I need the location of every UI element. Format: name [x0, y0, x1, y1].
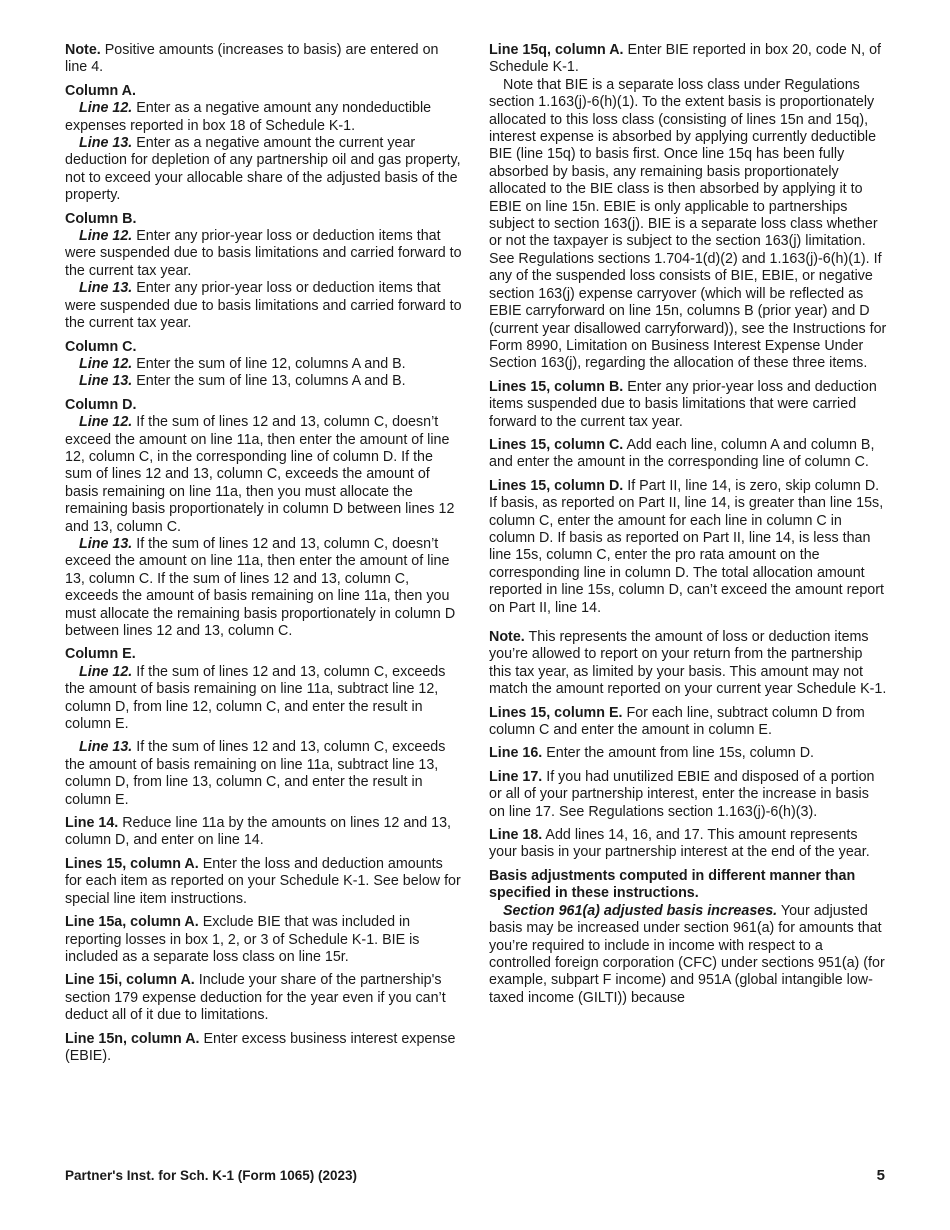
- lines15-column-e-paragraph: Lines 15, column E. For each line, subtract column D from column C and enter the amount in column E.: [489, 704, 865, 739]
- column-a-line13: Line 13. Enter as a negative amount the current year deduction for depletion of any partnership oil and gas property, not to exceed your allocable share of the adjusted basis of the property.: [65, 135, 461, 204]
- lines15-column-c-paragraph: Lines 15, column C. Add each line, column A and column B, and enter the amount in the corresponding line of column C.: [489, 436, 875, 471]
- right-column: [489, 42, 887, 1007]
- bie-note-paragraph: Note that BIE is a separate loss class under Regulations section 1.163(j)-6(h)(1). To the extent basis is proportionately allocated to this loss class (consisting of lines 15n and 15q), interest expense is absorbed by applying currently deductible BIE (line 15q) to basis first. Once line 15q has been fully absorbed by basis, any remaining basis proportionately allocated to the BIE class is then absorbed by applying it to EBIE on line 15n. EBIE is only applicable to partnerships subject to section 163(j). BIE is a separate loss class whether or not the taxpayer is subject to the section 163(j) limitation. See Regulations sections 1.704-1(d)(2) and 1.163(j)-6(h)(1). If any of the suspended loss consists of BIE, EBIE, or negative section 163(j) expense carryover (which will be reflected as EBIE carryforward on line 15n, columns B (prior year) and D (current year disallowed carryforward)), see the Instructions for Form 8990, Limitation on Business Interest Expense Under Section 163(j), regarding the allocation of these three items.: [489, 76, 887, 372]
- basis-adjustments-heading: Basis adjustments computed in different manner than specified in these instructions.: [489, 867, 856, 902]
- note-allowed-loss-paragraph: Note. This represents the amount of loss or deduction items you’re allowed to report on your return from the partnership this tax year, as limited by your basis. This amount may not match the amount reported on your current year Schedule K-1.: [489, 629, 887, 698]
- line15q-paragraph: Line 15q, column A. Enter BIE reported in box 20, code N, of Schedule K-1.: [489, 42, 882, 76]
- line14-paragraph: Line 14. Reduce line 11a by the amounts on lines 12 and 13, column D, and enter on line 14.: [65, 815, 452, 849]
- section-961a-paragraph: Section 961(a) adjusted basis increases. Your adjusted basis may be increased under section 961(a) for amounts that you’re required to include in income with respect to a controlled foreign corporation (CFC) under sections 951(a) (for example, subpart F income) and 951A (global intangible low-taxed income (GILTI)) because: [489, 902, 885, 1006]
- column-d-line12: Line 12. If the sum of lines 12 and 13, column C, doesn’t exceed the amount on line 11a, then enter the amount of line 12, column C, in the corresponding line of column D. If the sum of lines 12 and 13, column C, exceeds the amount of basis remaining on line 11a, then you must allocate the remaining basis proportionately in column D between lines 12 and 13, column C.: [65, 414, 455, 535]
- column-d-line13: Line 13. If the sum of lines 12 and 13, column C, doesn’t exceed the amount on line 11a, then enter the amount of line 13, column C. If the sum of lines 12 and 13, column C, exceeds the amount of basis remaining on line 11a, then you must allocate the remaining basis proportionately in column D between lines 12 and 13, column C.: [65, 535, 456, 639]
- line15n-paragraph: Line 15n, column A. Enter excess business interest expense (EBIE).: [65, 1030, 456, 1064]
- column-b-heading: Column B.: [65, 210, 137, 227]
- line18-paragraph: Line 18. Add lines 14, 16, and 17. This amount represents your basis in your partnership interest at the end of the year.: [489, 827, 870, 861]
- column-e-heading: Column E.: [65, 646, 136, 663]
- line17-paragraph: Line 17. If you had unutilized EBIE and disposed of a portion or all of your partnership interest, enter the increase in basis on line 17. See Regulations section 1.163(j)-6(h)(3).: [489, 768, 875, 820]
- column-a-line12: Line 12. Enter as a negative amount any nondeductible expenses reported in box 18 of Schedule K-1.: [65, 100, 432, 134]
- left-column: [65, 42, 463, 1065]
- column-d-heading: Column D.: [65, 396, 137, 413]
- column-e-line12: Line 12. If the sum of lines 12 and 13, column C, exceeds the amount of basis remaining on line 11a, subtract line 12, column D, from line 12, column C, and enter the result in column E.: [65, 663, 446, 733]
- column-b-line12: Line 12. Enter any prior-year loss or deduction items that were suspended due to basis limitations and carried forward to the current tax year.: [65, 228, 462, 279]
- column-b-line13: Line 13. Enter any prior-year loss or deduction items that were suspended due to basis limitations and carried forward to the current tax year.: [65, 280, 462, 332]
- column-a-heading: Column A.: [65, 82, 136, 99]
- footer-title: Partner's Inst. for Sch. K-1 (Form 1065) (2023): [65, 1168, 358, 1183]
- lines15-column-a-paragraph: Lines 15, column A. Enter the loss and deduction amounts for each item as reported on your Schedule K-1. See below for special line item instructions.: [65, 855, 461, 907]
- column-c-line12: Line 12. Enter the sum of line 12, columns A and B.: [79, 355, 406, 372]
- note-paragraph: Note. Positive amounts (increases to basis) are entered on line 4.: [65, 42, 439, 76]
- lines15-column-d-paragraph: Lines 15, column D. If Part II, line 14, is zero, skip column D. If basis, as reported on Part II, line 14, is greater than line 15s, column C, enter the amount for each line in column C in column D. If basis as reported on Part II, line 14, is less than line 15s, column C, enter the pro rata amount on the corresponding line in column D. The total allocation amount reported in line 15s, column D, can’t exceed the amount report on Part II, line 14.: [489, 477, 884, 616]
- line15i-paragraph: Line 15i, column A. Include your share of the partnership's section 179 expense deduction for the year even if you can’t deduct all of it due to limitations.: [65, 972, 446, 1024]
- lines15-column-b-paragraph: Lines 15, column B. Enter any prior-year loss and deduction items suspended due to basis limitations that were carried forward to the current tax year.: [489, 378, 877, 430]
- column-c-heading: Column C.: [65, 338, 137, 355]
- note-label: Note.: [65, 42, 101, 58]
- line15a-paragraph: Line 15a, column A. Exclude BIE that was included in reporting losses in box 1, 2, or 3 of Schedule K-1. BIE is included as a separate loss class on line 15r.: [65, 914, 420, 965]
- column-e-line13: Line 13. If the sum of lines 12 and 13, column C, exceeds the amount of basis remaining on line 11a, subtract line 13, column D, from line 13, column C, and enter the result in column E.: [65, 739, 446, 808]
- page-number: 5: [876, 1167, 885, 1184]
- line16-paragraph: Line 16. Enter the amount from line 15s, column D.: [489, 745, 815, 762]
- column-c-line13: Line 13. Enter the sum of line 13, columns A and B.: [79, 373, 406, 390]
